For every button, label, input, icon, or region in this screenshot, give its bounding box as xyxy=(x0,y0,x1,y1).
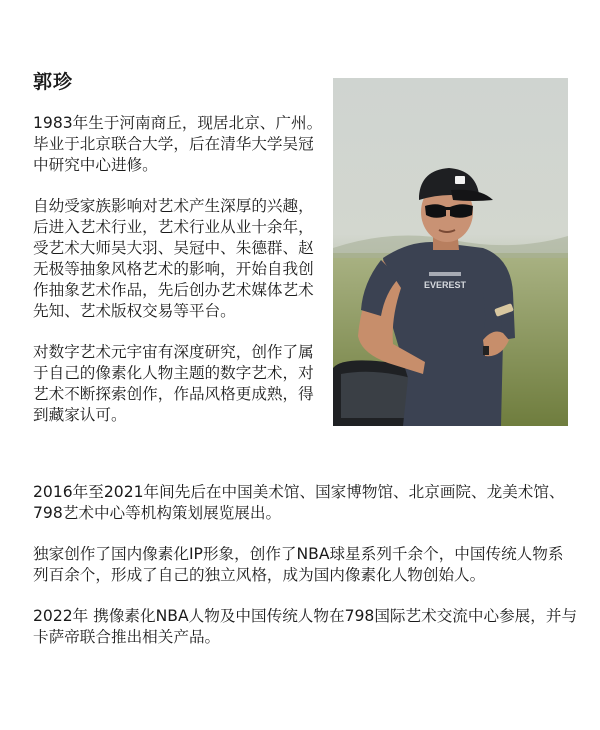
career-paragraph-pixel-ip: 独家创作了国内像素化IP形象，创作了NBA球星系列千余个，中国传统人物系列百余个，形成了自己的独立风格，成为国内像素化人物创始人。 xyxy=(33,545,564,584)
artist-name: 郭珍 xyxy=(33,71,74,93)
career-paragraph-exhibitions: 2016年至2021年间先后在中国美术馆、国家博物馆、北京画院、龙美术馆、798艺术中心等机构策划展览展出。 xyxy=(33,483,565,522)
bio-paragraph-digital-art: 对数字艺术元宇宙有深度研究，创作了属于自己的像素化人物主题的数字艺术，对艺术不断探索创作，作品风格更成熟，得到藏家认可。 xyxy=(33,343,314,424)
shirt-print-text: EVEREST xyxy=(423,280,467,290)
career-paragraph-2022: 2022年 携像素化NBA人物及中国传统人物在798国际艺术交流中心参展，并与卡萨帝联合推出相关产品。 xyxy=(33,607,578,646)
career-section xyxy=(33,482,578,668)
bio-paragraph-career: 自幼受家族影响对艺术产生深厚的兴趣，后进入艺术行业，艺术行业从业十余年，受艺术大师吴大羽、吴冠中、朱德群、赵无极等抽象风格艺术的影响，开始自我创作抽象艺术作品，先后创办艺术媒体艺术先知、艺术版权交易等平台。 xyxy=(33,197,314,320)
bio-paragraph-birth: 1983年生于河南商丘，现居北京、广州。毕业于北京联合大学，后在清华大学吴冠中研究中心进修。 xyxy=(33,114,323,174)
bio-column xyxy=(33,113,325,446)
artist-photo xyxy=(333,78,568,426)
